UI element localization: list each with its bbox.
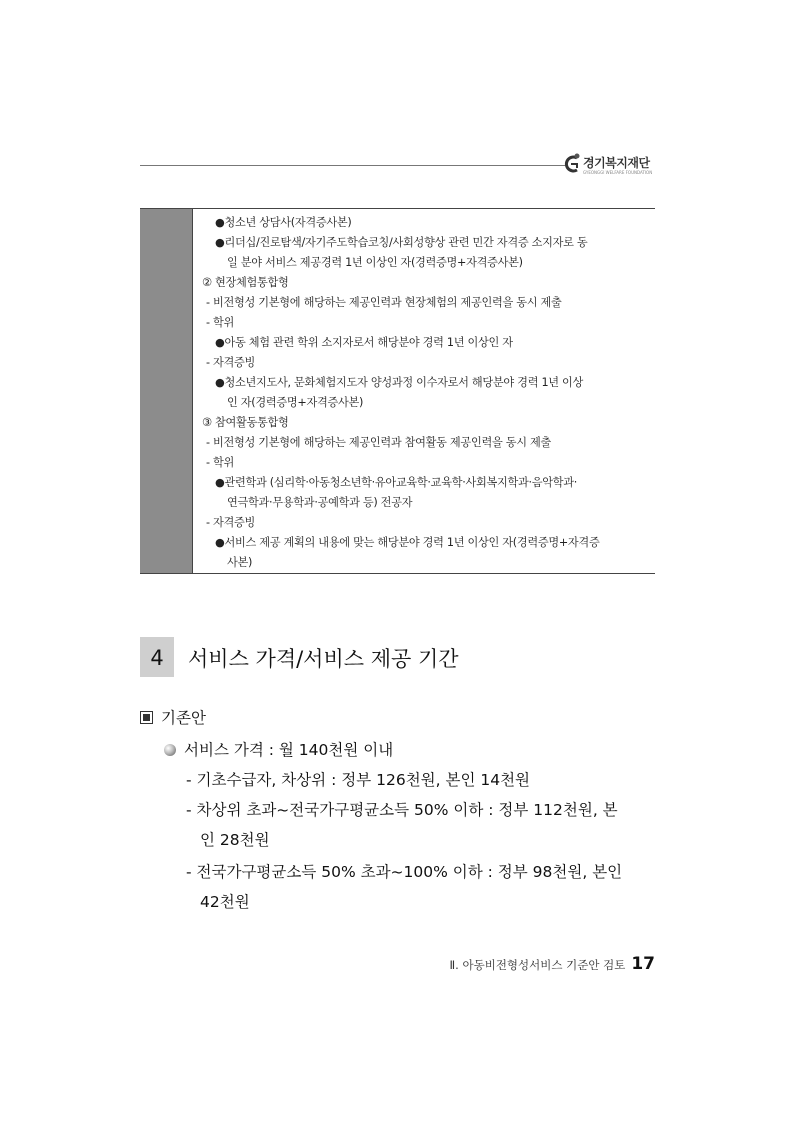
- list-item: - 비전형성 기본형에 해당하는 제공인력과 참여활동 제공인력을 동시 제출: [206, 436, 552, 449]
- subheading: 기존안: [161, 709, 206, 727]
- list-item: - 비전형성 기본형에 해당하는 제공인력과 현장체험의 제공인력을 동시 제출: [206, 296, 562, 309]
- footer-chapter: Ⅱ. 아동비전형성서비스 기준안 검토: [449, 958, 626, 972]
- list-item: ●서비스 제공 계획의 내용에 맞는 해당분야 경력 1년 이상인 자(경력증명+자격증: [215, 536, 600, 549]
- ball-bullet-icon: [164, 744, 176, 756]
- table-divider: [192, 209, 193, 573]
- section-heading: [140, 637, 660, 683]
- section-number: 4: [140, 637, 174, 677]
- subheading-row: [140, 706, 206, 728]
- price-sub-item-cont: 인 28천원: [200, 831, 270, 849]
- list-item: - 학위: [206, 316, 235, 329]
- page-footer: [380, 954, 655, 974]
- list-item: ●청소년 상담사(자격증사본): [215, 216, 352, 229]
- square-bullet-icon: [140, 711, 153, 724]
- price-sub-item: - 기초수급자, 차상위 : 정부 126천원, 본인 14천원: [186, 771, 531, 789]
- table-side-cell: [140, 209, 192, 573]
- qualification-table: [140, 208, 655, 574]
- logo-mark-icon: [563, 152, 581, 176]
- price-sub-item: - 전국가구평균소득 50% 초과~100% 이하 : 정부 98천원, 본인: [186, 863, 623, 881]
- list-heading: ③ 참여활동통합형: [202, 416, 289, 429]
- price-item: 서비스 가격 : 월 140천원 이내: [184, 741, 394, 759]
- list-item: - 학위: [206, 456, 235, 469]
- list-item: - 자격증빙: [206, 356, 256, 369]
- list-item: ●리더십/진로탐색/자기주도학습코칭/사회성향상 관련 민간 자격증 소지자로 동: [215, 236, 588, 249]
- list-item: ●청소년지도사, 문화체험지도자 양성과정 이수자로서 해당분야 경력 1년 이상: [215, 376, 584, 389]
- list-item: 인 자(경력증명+자격증사본): [227, 396, 364, 409]
- list-item: ●아동 체험 관련 학위 소지자로서 해당분야 경력 1년 이상인 자: [215, 336, 513, 349]
- list-item: 일 분야 서비스 제공경력 1년 이상인 자(경력증명+자격증사본): [227, 256, 523, 269]
- page-number: 17: [631, 954, 655, 974]
- logo-subtext: GYEONGGI WELFARE FOUNDATION: [583, 170, 653, 175]
- foundation-logo: [563, 150, 663, 180]
- list-heading: ② 현장체험통합형: [202, 276, 289, 289]
- list-item: - 자격증빙: [206, 516, 256, 529]
- table-content: [198, 213, 653, 573]
- price-sub-item: - 차상위 초과~전국가구평균소득 50% 이하 : 정부 112천원, 본: [186, 801, 618, 819]
- section-title: 서비스 가격/서비스 제공 기간: [188, 647, 459, 671]
- price-item-row: [164, 738, 393, 760]
- list-item: 사본): [227, 556, 253, 569]
- header-rule: [140, 165, 565, 166]
- list-item: 연극학과·무용학과·공예학과 등) 전공자: [227, 496, 413, 509]
- list-item: ●관련학과 (심리학·아동청소년학·유아교육학·교육학·사회복지학과·음악학과·: [215, 476, 578, 489]
- logo-text: 경기복지재단: [583, 156, 650, 170]
- price-sub-item-cont: 42천원: [200, 893, 250, 911]
